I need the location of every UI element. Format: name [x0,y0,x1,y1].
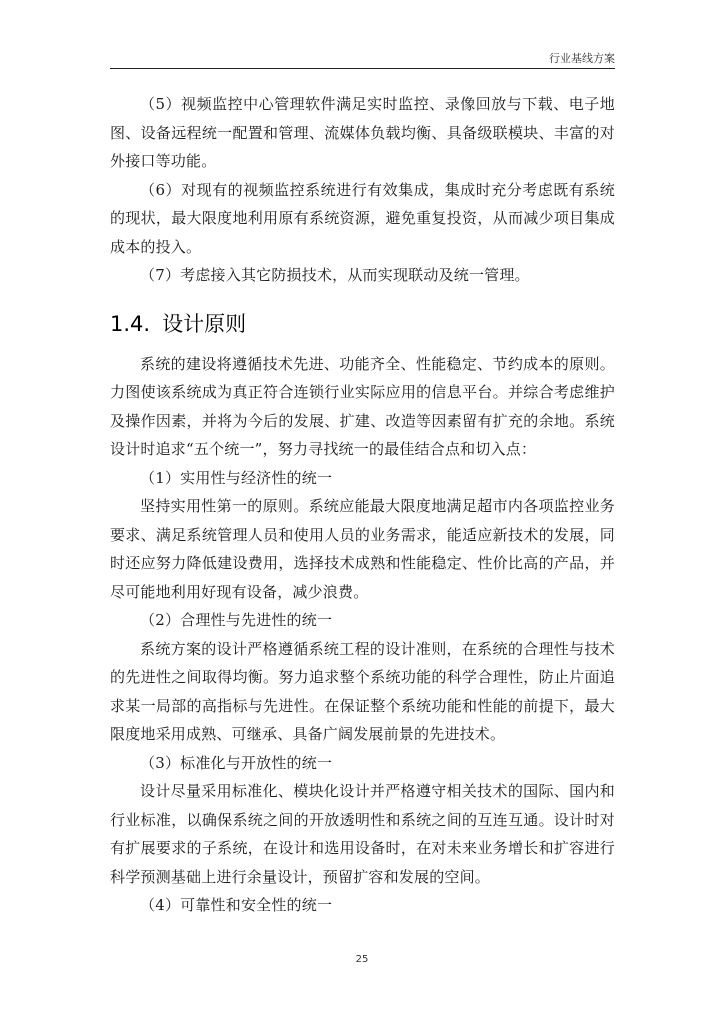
paragraph: 坚持实用性第一的原则。系统应能最大限度地满足超市内各项监控业务要求、满足系统管理人员和使用人员的业务需求，能适应新技术的发展，同时还应努力降低建设费用，选择技术成熟和性能稳定、性价比高的产品，并尽可能地利用好现有设备，减少浪费。 [110,497,615,601]
paragraph: （5）视频监控中心管理软件满足实时监控、录像回放与下载、电子地图、设备远程统一配置和管理、流媒体负载均衡、具备级联模块、丰富的对外接口等功能。 [110,95,615,170]
page-header [110,44,615,69]
paragraph: （7）考虑接入其它防损技术，从而实现联动及统一管理。 [140,266,530,284]
header-title: 行业基线方案 [549,52,615,65]
page-number: 25 [355,954,369,965]
subheading: （1）实用性与经济性的统一 [140,468,333,487]
paragraph: 系统方案的设计严格遵循系统工程的设计准则，在系统的合理性与技术的先进性之间取得均衡。努力追求整个系统功能的科学合理性，防止片面追求某一局部的高指标与先进性。在保证整个系统功能和性能的前提下，最大限度地采用成熟、可继承、具备广阔发展前景的先进技术。 [110,639,615,743]
subheading: （3）标准化与开放性的统一 [140,753,333,772]
section-heading [110,308,615,338]
paragraph: 设计尽量采用标准化、模块化设计并严格遵守相关技术的国际、国内和行业标准，以确保系统之间的开放透明性和系统之间的互连互通。设计时对有扩展要求的子系统，在设计和选用设备时，在对未来业务增长和扩容进行科学预测基础上进行余量设计，预留扩容和发展的空间。 [110,782,615,886]
subheading: （4）可靠性和安全性的统一 [140,896,333,914]
paragraph: 系统的建设将遵循技术先进、功能齐全、性能稳定、节约成本的原则。力图使该系统成为真正符合连锁行业实际应用的信息平台。并综合考虑维护及操作因素，并将为今后的发展、扩建、改造等因素留有扩充的余地。系统设计时追求“五个统一”，努力寻找统一的最佳结合点和切入点： [110,354,615,458]
document-body [110,90,615,920]
section-title: 设计原则 [162,311,247,336]
paragraph: （6）对现有的视频监控系统进行有效集成，集成时充分考虑既有系统的现状，最大限度地利用原有系统资源，避免重复投资，从而减少项目集成成本的投入。 [110,180,615,256]
subheading: （2）合理性与先进性的统一 [140,611,333,629]
section-number: 1.4. [110,311,151,336]
